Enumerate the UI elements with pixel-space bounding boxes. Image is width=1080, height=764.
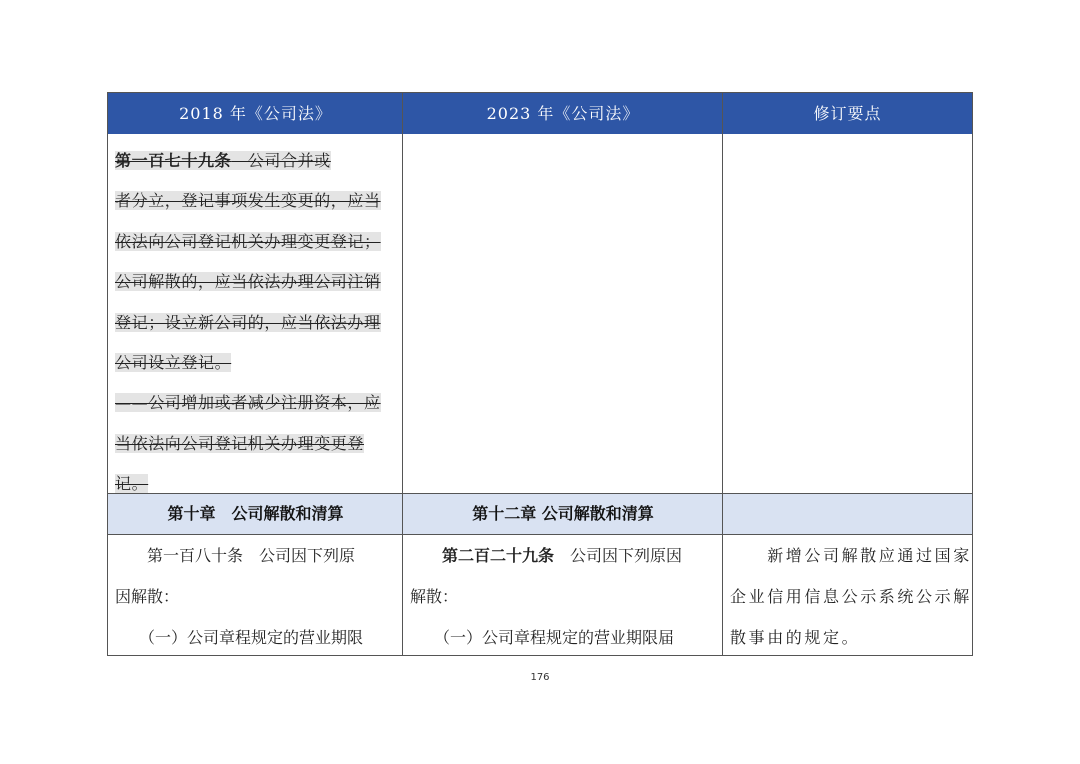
column-divider	[402, 93, 403, 655]
header-2018-law: 2018 年《公司法》	[179, 104, 332, 123]
deleted-line: 登记；设立新公司的，应当依法办理	[115, 312, 381, 332]
deleted-line: 依法向公司登记机关办理变更登记；	[115, 231, 381, 251]
chapter-heading-row	[108, 494, 972, 534]
comparison-table	[107, 92, 973, 656]
article-line: （一）公司章程规定的营业期限届	[442, 628, 675, 647]
note-line: 企业信用信息公示系统公示解	[730, 587, 972, 606]
chapter-2018: 第十章 公司解散和清算	[167, 504, 344, 523]
header-2023-law: 2023 年《公司法》	[486, 104, 640, 123]
note-line: 新增公司解散应通过国家	[767, 546, 972, 565]
column-divider	[722, 93, 723, 655]
deleted-line: 者分立，登记事项发生变更的，应当	[115, 191, 381, 211]
deleted-line: 当依法向公司登记机关办理变更登	[115, 433, 365, 453]
deleted-line: 公司设立登记。	[115, 352, 232, 372]
deleted-article-179	[115, 141, 397, 505]
article-line: 第二百二十九条 公司因下列原因	[442, 546, 683, 565]
row-divider	[108, 534, 972, 535]
article-line: （一）公司章程规定的营业期限	[147, 628, 364, 647]
deleted-line: 公司解散的，应当依法办理公司注销	[115, 272, 381, 292]
deleted-line: 记。	[115, 474, 149, 494]
article-line: 第一百八十条 公司因下列原	[147, 546, 356, 565]
row-divider	[108, 493, 972, 494]
deleted-line: ——公司增加或者减少注册资本，应	[115, 393, 381, 413]
page-number: 176	[530, 672, 550, 683]
table-header-row	[108, 93, 972, 134]
article-row	[108, 535, 972, 657]
article-line: 因解散：	[115, 587, 180, 606]
chapter-2023: 第十二章 公司解散和清算	[472, 504, 654, 523]
article-line: 解散：	[410, 587, 459, 606]
revision-note-text	[730, 535, 970, 658]
deleted-line: 第一百七十九条 公司合并或	[115, 151, 331, 170]
note-line: 散事由的规定。	[730, 628, 861, 647]
article-2023-text	[410, 535, 720, 658]
header-revision-points: 修订要点	[813, 104, 882, 123]
chapter-revision	[723, 494, 972, 534]
article-2018-text	[115, 535, 397, 658]
